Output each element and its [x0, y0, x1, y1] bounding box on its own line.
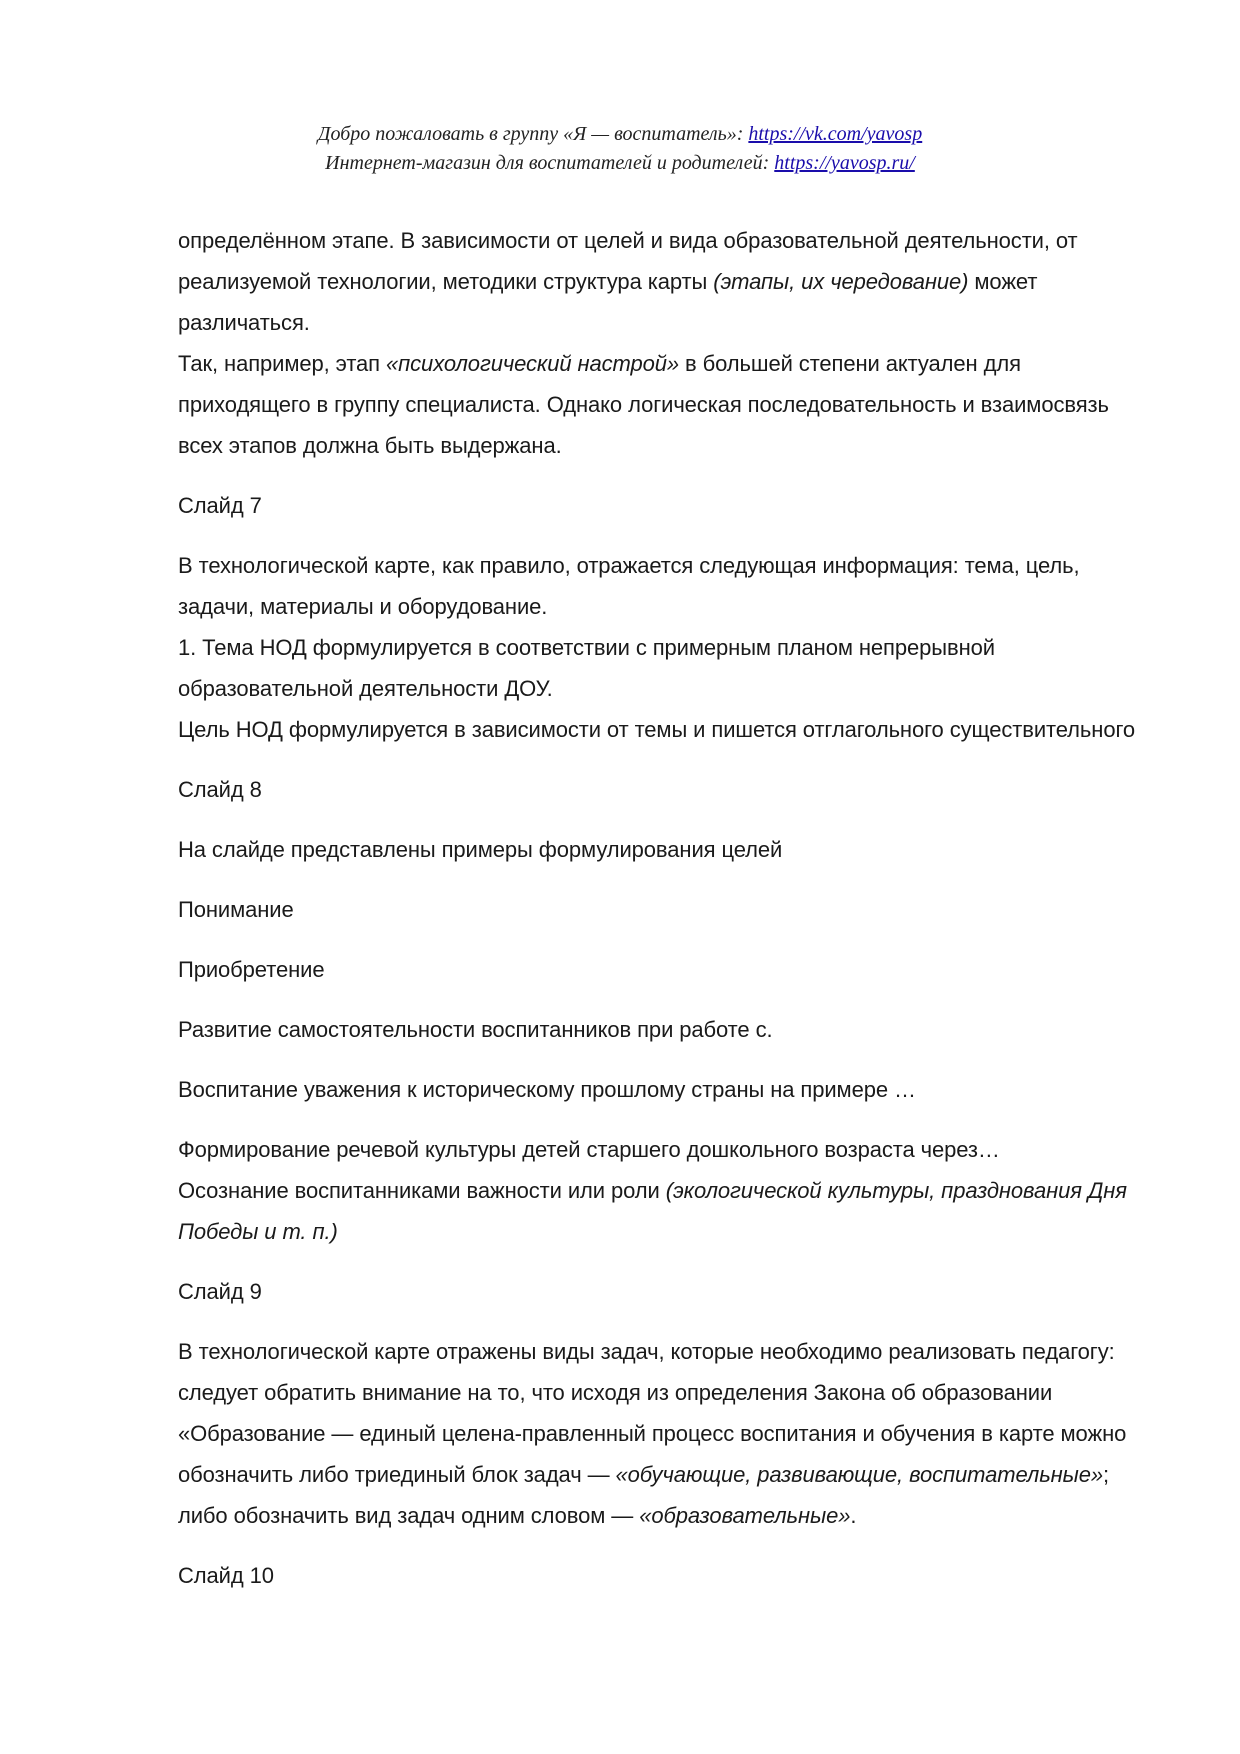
goal-example: Формирование речевой культуры детей старшего дошкольного возраста через… — [178, 1137, 1000, 1162]
goal-example: Осознание воспитанниками важности или роли (экологической культуры, празднования Дня Победы и т. п.) — [178, 1178, 1127, 1244]
paragraph: На слайде представлены примеры формулирования целей — [178, 837, 783, 862]
slide-heading: Слайд 10 — [178, 1563, 274, 1588]
goal-example: Развитие самостоятельности воспитанников при работе с. — [178, 1017, 773, 1042]
paragraph: Так, например, этап «психологический настрой» в большей степени актуален для приходящего в группу специалиста. Однако логическая последовательность и взаимосвязь всех этапов должна быть выдержана. — [178, 351, 1109, 458]
vk-group-link[interactable]: https://vk.com/yavosp — [748, 123, 923, 145]
paragraph: определённом этапе. В зависимости от целей и вида образовательной деятельности, от реализуемой технологии, методики структура карты (этапы, их чередование) может различаться. — [178, 228, 1078, 335]
document-body — [178, 220, 1153, 1596]
goal-example: Понимание — [178, 897, 294, 922]
goal-example: Приобретение — [178, 957, 325, 982]
header-line-1 — [0, 120, 1240, 149]
paragraph: В технологической карте, как правило, отражается следующая информация: тема, цель, задачи, материалы и оборудование. — [178, 553, 1080, 619]
paragraph: В технологической карте отражены виды задач, которые необходимо реализовать педагогу: следует обратить внимание на то, что исходя из определения Закона об образовании «Образование — единый целена-правленный процесс воспитания и обучения в карте можно обозначить либо триединый блок задач — «обучающие, развивающие, воспитательные»; либо обозначить вид задач одним словом — «образовательные». — [178, 1339, 1127, 1528]
header-shop-text: Интернет-магазин для воспитателей и родителей: — [325, 152, 775, 174]
shop-link[interactable]: https://yavosp.ru/ — [774, 152, 915, 174]
page-header — [0, 120, 1240, 178]
slide-heading: Слайд 9 — [178, 1279, 262, 1304]
goal-example: Воспитание уважения к историческому прошлому страны на примере … — [178, 1077, 916, 1102]
header-welcome-text: Добро пожаловать в группу «Я — воспитатель»: — [317, 123, 749, 145]
paragraph: 1. Тема НОД формулируется в соответствии с примерным планом непрерывной образовательной деятельности ДОУ. — [178, 635, 995, 701]
header-line-2 — [0, 149, 1240, 178]
slide-heading: Слайд 8 — [178, 777, 262, 802]
slide-heading: Слайд 7 — [178, 493, 262, 518]
paragraph: Цель НОД формулируется в зависимости от темы и пишется отглагольного существительного — [178, 717, 1136, 742]
